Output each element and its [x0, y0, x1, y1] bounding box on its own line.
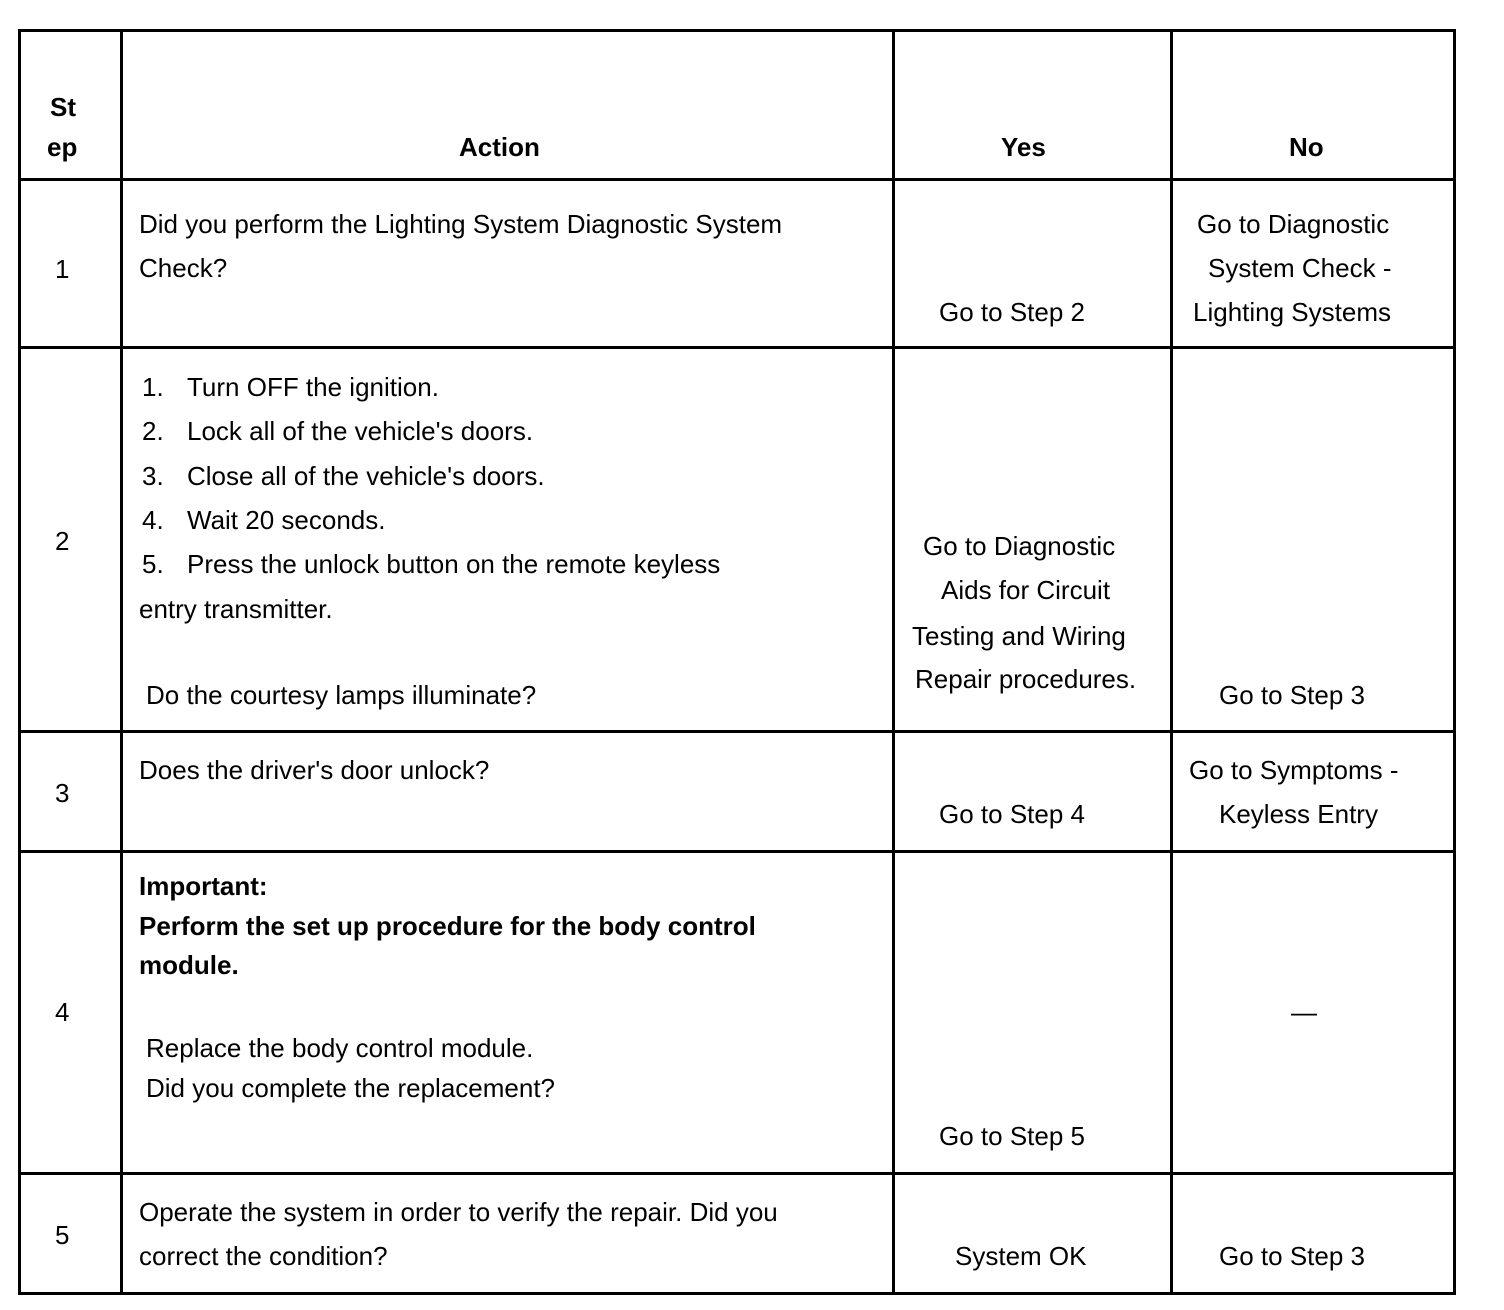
action-cell	[122, 348, 894, 732]
no-text: Keyless Entry	[1219, 799, 1378, 829]
list-item: Turn OFF the ignition.	[187, 372, 439, 402]
list-number: 1.	[142, 372, 164, 402]
list-number: 2.	[142, 416, 164, 446]
yes-cell	[894, 348, 1172, 732]
important-label: Important:	[139, 871, 268, 901]
step-number: 3	[55, 778, 70, 808]
no-text: Lighting Systems	[1193, 297, 1391, 327]
header-step-line1: St	[50, 92, 76, 122]
list-item: Close all of the vehicle's doors.	[187, 461, 545, 491]
step-cell	[20, 1174, 122, 1294]
yes-cell	[894, 732, 1172, 852]
action-cell	[122, 852, 894, 1174]
action-cell	[122, 1174, 894, 1294]
table-row	[20, 852, 1455, 1174]
action-text: Check?	[139, 253, 228, 283]
no-cell	[1172, 852, 1455, 1174]
table-row	[20, 732, 1455, 852]
action-text: Did you complete the replacement?	[146, 1073, 556, 1103]
step-number: 2	[55, 526, 70, 556]
no-cell	[1172, 180, 1455, 348]
no-cell	[1172, 732, 1455, 852]
no-text: Go to Step 3	[1219, 680, 1365, 710]
action-text: Replace the body control module.	[146, 1033, 534, 1063]
table-row	[20, 348, 1455, 732]
header-yes	[894, 31, 1172, 180]
action-text: correct the condition?	[139, 1241, 388, 1271]
no-text: —	[1291, 997, 1317, 1027]
question-text: Do the courtesy lamps illuminate?	[146, 680, 537, 710]
header-row	[20, 31, 1455, 180]
action-text: Does the driver's door unlock?	[139, 755, 490, 785]
yes-text: Go to Step 4	[939, 799, 1085, 829]
list-number: 3.	[142, 461, 164, 491]
diagnostic-table	[18, 29, 1456, 1295]
step-cell	[20, 732, 122, 852]
action-cell	[122, 180, 894, 348]
header-no-label: No	[1289, 132, 1324, 162]
header-step	[20, 31, 122, 180]
important-text: Perform the set up procedure for the body control	[139, 911, 756, 941]
header-yes-label: Yes	[1001, 132, 1046, 162]
important-text: module.	[139, 950, 239, 980]
action-cell	[122, 732, 894, 852]
header-action	[122, 31, 894, 180]
yes-cell	[894, 180, 1172, 348]
no-cell	[1172, 1174, 1455, 1294]
no-text: Go to Diagnostic	[1197, 209, 1390, 239]
list-continuation: entry transmitter.	[139, 594, 333, 624]
yes-text: Go to Step 2	[939, 297, 1085, 327]
no-text: System Check -	[1208, 253, 1392, 283]
yes-text: Go to Diagnostic	[923, 531, 1116, 561]
action-text: Operate the system in order to verify the repair. Did you	[139, 1197, 778, 1227]
yes-text: System OK	[955, 1241, 1087, 1271]
list-number: 4.	[142, 505, 164, 535]
yes-text: Repair procedures.	[915, 664, 1137, 694]
action-text: Did you perform the Lighting System Diagnostic System	[139, 209, 783, 239]
header-action-label: Action	[459, 132, 540, 162]
step-number: 5	[55, 1220, 70, 1250]
list-item: Lock all of the vehicle's doors.	[187, 416, 534, 446]
header-no	[1172, 31, 1455, 180]
no-text: Go to Step 3	[1219, 1241, 1365, 1271]
list-item: Press the unlock button on the remote keyless	[187, 549, 721, 579]
table-row	[20, 180, 1455, 348]
yes-cell	[894, 852, 1172, 1174]
list-item: Wait 20 seconds.	[187, 505, 386, 535]
list-number: 5.	[142, 549, 164, 579]
yes-text: Go to Step 5	[939, 1121, 1085, 1151]
step-number: 4	[55, 997, 70, 1027]
yes-text: Aids for Circuit	[941, 575, 1111, 605]
no-text: Go to Symptoms -	[1189, 755, 1399, 785]
no-cell	[1172, 348, 1455, 732]
step-cell	[20, 852, 122, 1174]
header-step-line2: ep	[47, 132, 78, 162]
step-number: 1	[55, 254, 70, 284]
yes-text: Testing and Wiring	[912, 621, 1126, 651]
yes-cell	[894, 1174, 1172, 1294]
table-row	[20, 1174, 1455, 1294]
step-cell	[20, 180, 122, 348]
step-cell	[20, 348, 122, 732]
